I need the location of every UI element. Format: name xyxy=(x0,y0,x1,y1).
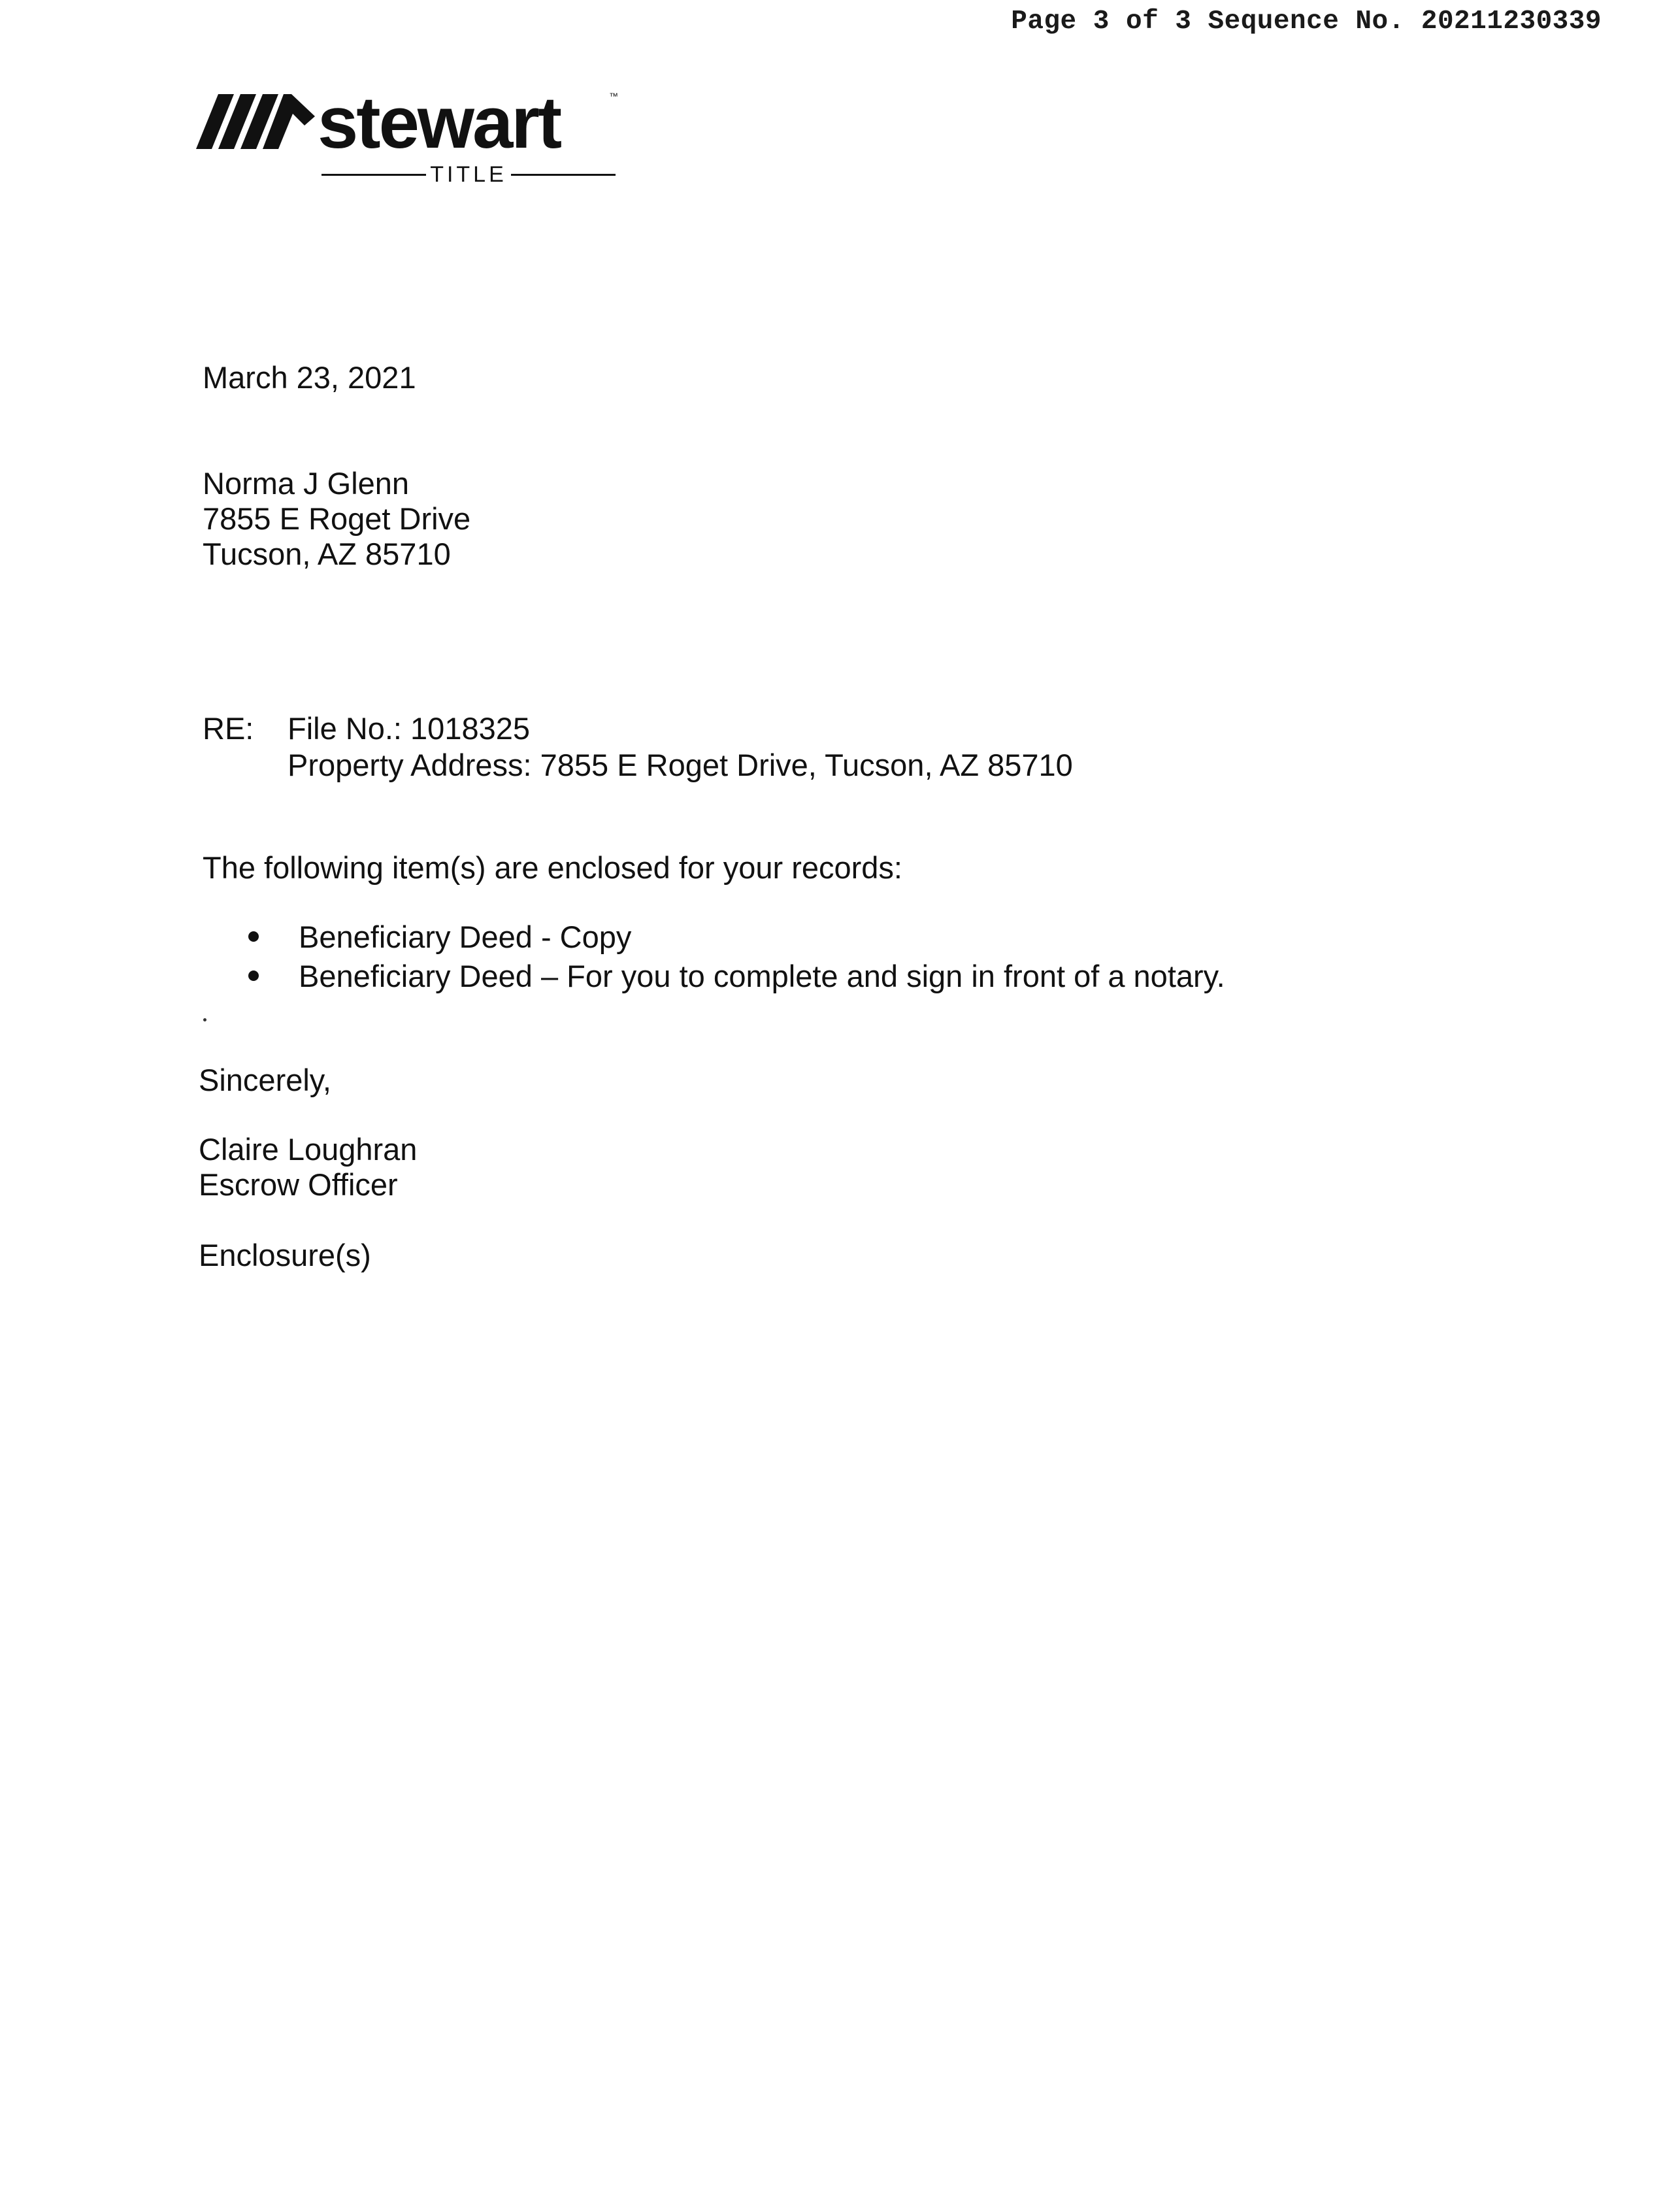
signer-name: Claire Loughran xyxy=(199,1132,418,1167)
enclosed-item: Beneficiary Deed - Copy xyxy=(299,920,632,954)
stewart-title-logo xyxy=(171,77,629,195)
re-file-number: File No.: 1018325 xyxy=(288,711,531,746)
re-label: RE: xyxy=(203,711,254,746)
closing: Sincerely, xyxy=(199,1063,331,1097)
letter-date: March 23, 2021 xyxy=(203,360,416,395)
enclosure-intro: The following item(s) are enclosed for your records: xyxy=(203,850,902,885)
logo-graphic xyxy=(171,77,629,195)
re-property-address: Property Address: 7855 E Roget Drive, Tucson, AZ 85710 xyxy=(288,748,1073,782)
logo-tagline: TITLE xyxy=(430,162,507,187)
recipient-name: Norma J Glenn xyxy=(203,466,410,501)
logo-wordmark: stewart xyxy=(318,82,561,163)
page-sequence-header: Page 3 of 3 Sequence No. 20211230339 xyxy=(1011,7,1602,37)
bullet-icon xyxy=(248,971,259,981)
enclosed-item: Beneficiary Deed – For you to complete and sign in front of a notary. xyxy=(299,959,1225,993)
logo-trademark: ™ xyxy=(609,91,618,101)
bullet-icon xyxy=(248,931,259,942)
recipient-street: 7855 E Roget Drive xyxy=(203,501,471,536)
stray-mark xyxy=(203,1018,206,1021)
enclosure-note: Enclosure(s) xyxy=(199,1238,371,1272)
recipient-city-state-zip: Tucson, AZ 85710 xyxy=(203,537,451,571)
signer-title: Escrow Officer xyxy=(199,1167,398,1202)
